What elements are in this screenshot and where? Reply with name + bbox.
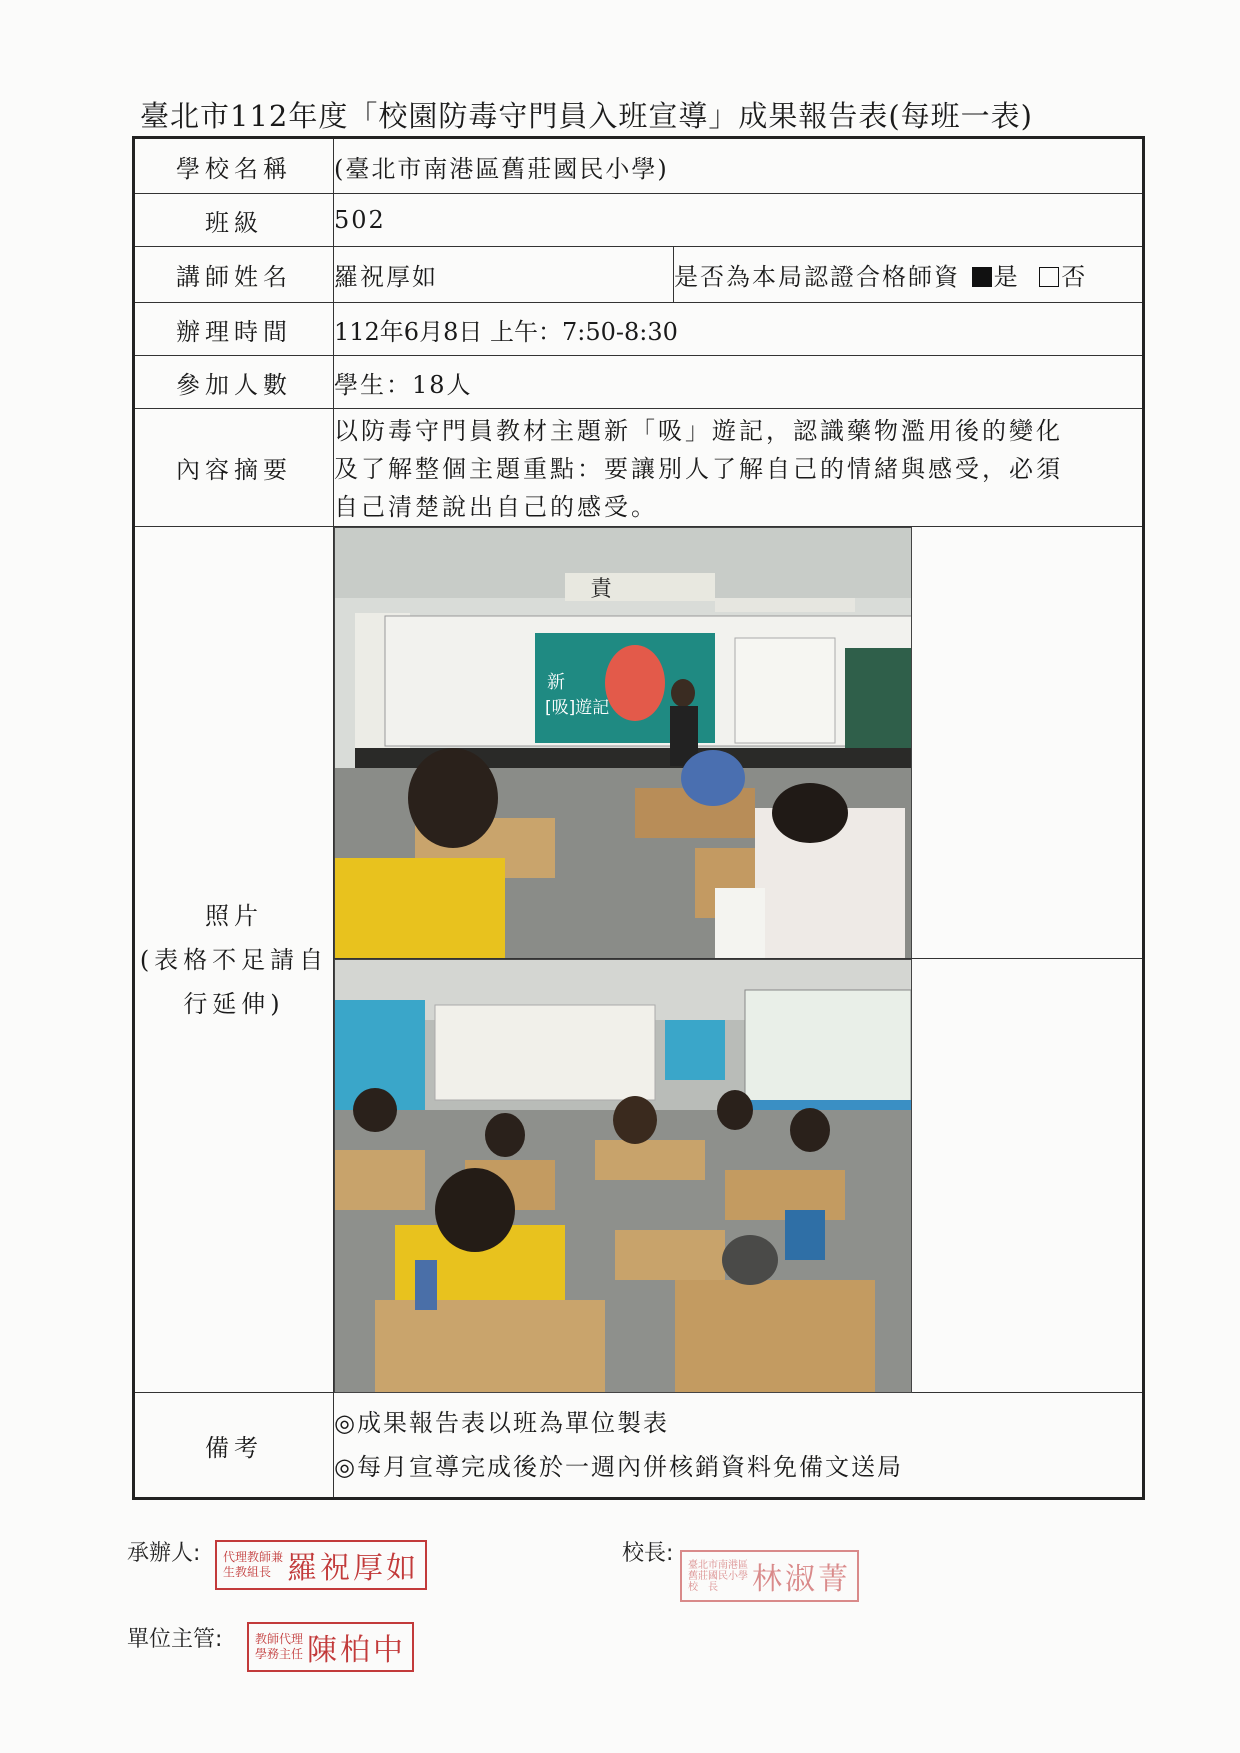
slide-text-1: 新 [547,672,565,693]
time-label: 辦理時間 [134,303,334,356]
lecturer-label: 講師姓名 [134,247,334,303]
certified-yes-label: 是 [993,263,1020,291]
handler-stamp [215,1540,427,1590]
certified-question: 是否為本局認證合格師資 [674,263,960,291]
attendance-value: 學生：18人 [334,356,1144,409]
photos-label [134,527,334,1393]
supervisor-stamp-name: 陳柏中 [307,1633,407,1668]
lecture-photo-illustration [335,528,911,958]
certified-no-label: 否 [1061,263,1088,291]
principal-stamp-text-4: 長 [708,1581,718,1593]
remarks-line-2: ◎每月宣導完成後於一週內併核銷資料免備文送局 [334,1453,903,1481]
principal-stamp-text-1: 臺北市南港區 [688,1559,748,1571]
row-photos [134,527,1144,1393]
class-value: 502 [334,194,1144,247]
slide-text-2: [吸]遊記 [545,698,610,718]
row-attendance [134,356,1144,409]
school-value: (臺北市南港區舊莊國民小學) [334,138,1144,194]
handler-stamp-title-2: 生教組長 [223,1565,272,1579]
banner-text: 責 [590,577,613,602]
remarks-value [334,1393,1144,1499]
row-class [134,194,1144,247]
row-summary [134,409,1144,527]
classroom-photo-students [334,959,912,1393]
principal-stamp-text-2: 舊莊國民小學 [688,1570,748,1582]
certified-yes-checkbox[interactable] [972,267,992,287]
lecturer-value: 羅祝厚如 [334,247,674,303]
supervisor-stamp-title-2: 學務主任 [255,1647,304,1661]
classroom-photo-lecture [334,527,912,959]
row-school [134,138,1144,194]
report-table [132,136,1145,1500]
students-photo-illustration [335,960,911,1392]
remarks-label: 備考 [134,1393,334,1499]
supervisor-stamp [247,1622,414,1672]
handler-label: 承辦人: [127,1541,201,1566]
handler-stamp-name: 羅祝厚如 [287,1551,420,1586]
class-label: 班級 [134,194,334,247]
supervisor-stamp-title-1: 教師代理 [255,1632,304,1646]
row-time [134,303,1144,356]
row-lecturer [134,247,1144,303]
summary-line-2: 及了解整個主題重點：要讓別人了解自己的情緒與感受，必須 [334,454,1063,483]
remarks-line-1: ◎成果報告表以班為單位製表 [334,1409,669,1437]
summary-label: 內容摘要 [134,409,334,527]
photos-cell [334,527,1144,1393]
supervisor-label: 單位主管: [127,1627,223,1652]
principal-stamp-text-3: 校 [688,1581,698,1593]
photos-label-line-3: 行延伸) [183,989,285,1018]
principal-stamp [680,1550,859,1602]
summary-value [334,409,1144,527]
school-label: 學校名稱 [134,138,334,194]
attendance-label: 參加人數 [134,356,334,409]
photos-label-line-2: (表格不足請自 [139,945,329,974]
handler-stamp-title-1: 代理教師兼 [223,1550,284,1564]
page-title: 臺北市112年度「校園防毒守門員入班宣導」成果報告表(每班一表) [140,99,1033,133]
summary-line-3: 自己清楚說出自己的感受。 [334,492,658,521]
principal-stamp-name: 林淑菁 [752,1562,851,1597]
time-value: 112年6月8日 上午：7:50-8:30 [334,303,1144,356]
photos-label-line-1: 照片 [205,901,263,930]
certified-cell [674,247,1144,303]
summary-line-1: 以防毒守門員教材主題新「吸」遊記，認識藥物濫用後的變化 [334,416,1063,445]
certified-no-checkbox[interactable] [1039,267,1059,287]
principal-label: 校長: [622,1541,674,1566]
row-remarks [134,1393,1144,1499]
